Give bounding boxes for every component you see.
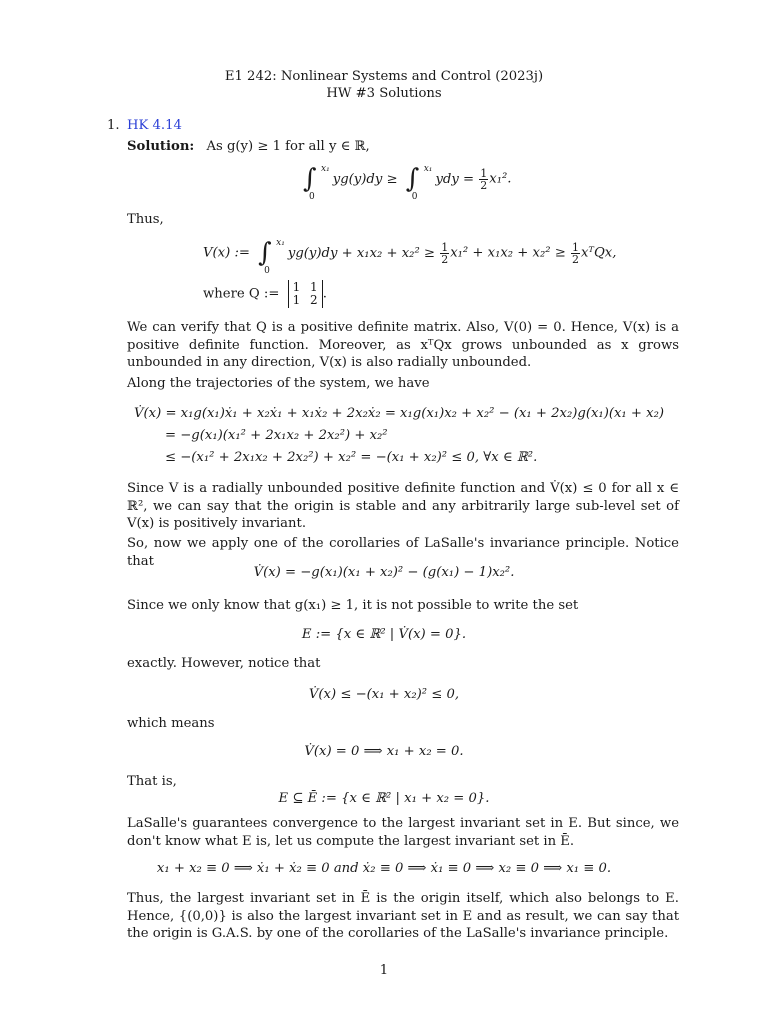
document-title: E1 242: Nonlinear Systems and Control (2023j) (224, 69, 544, 84)
paragraph-which-means: which means (127, 716, 215, 731)
paragraph-trajectories: Along the trajectories of the system, we have (127, 376, 430, 391)
equation-chain-implications: x₁ + x₂ ≡ 0 ⟹ ẋ₁ + ẋ₂ ≡ 0 and ẋ₂ ≡ 0 ⟹ ẋ₁ ≡ 0 ⟹ x₂ ≡ 0 ⟹ x₁ ≡ 0. (156, 861, 612, 876)
equation-set-e: E := {x ∈ ℝ² | V̇(x) = 0}. (301, 627, 467, 642)
text-thus: Thus, (127, 212, 164, 227)
equation-vdot-bound: V̇(x) ≤ −(x₁ + x₂)² ≤ 0, (308, 687, 460, 702)
problem-number: 1. (107, 118, 120, 133)
paragraph-lasalle: So, now we apply one of the corollaries of LaSalle's invariance principle. Notice that (127, 536, 679, 569)
equation-vdot-expanded: V̇(x) = −g(x₁)(x₁ + x₂)² − (g(x₁) − 1)x₂². (253, 565, 515, 580)
paragraph-positive-definite: We can verify that Q is a positive definite matrix. Also, V(0) = 0. Hence, V(x) is a positive definite function. Moreover, as xᵀQx grows unbounded as x grows unbounded in any direction, V(x) is also radially unbounded. (127, 320, 679, 370)
paragraph-set-e: Since we only know that g(x₁) ≥ 1, it is not possible to write the set (127, 598, 579, 613)
solution-label: Solution: (127, 139, 195, 154)
paragraph-stability: Since V is a radially unbounded positive definite function and V̇(x) ≤ 0 for all x ∈ ℝ², we can say that the origin is stable and any arbitrarily large sub-level set of V(x) is positively invariant. (127, 481, 679, 531)
equation-subset-ebar: E ⊆ Ē := {x ∈ ℝ² | x₁ + x₂ = 0}. (278, 791, 490, 806)
paragraph-largest-invariant: LaSalle's guarantees convergence to the largest invariant set in E. But since, we don't know what E is, let us compute the largest invariant set in Ē. (127, 816, 679, 849)
document-subtitle: HW #3 Solutions (326, 86, 442, 101)
equation-integral-bound: ∫ x₁ 0 yg(y)dy ≥ ∫ x₁ 0 ydy = $\frac{1}{2}$ x₁². (303, 164, 512, 202)
equation-vdot-line-1: V̇(x) = x₁g(x₁)ẋ₁ + x₂ẋ₁ + x₁ẋ₂ + 2x₂ẋ₂ = x₁g(x₁)x₂ + x₂² − (x₁ + 2x₂)g(x₁)(x₁ + x₂) (134, 406, 665, 421)
paragraph-conclusion: Thus, the largest invariant set in Ē is the origin itself, which also belongs to E. Hence, {(0,0)} is also the largest invariant set in E and as result, we can say that the origin is G.A.S. by one of the corollaries of the LaSalle's invariance principle. (127, 891, 679, 941)
page-number: 1 (379, 963, 389, 978)
paragraph-that-is: That is, (127, 774, 177, 789)
equation-implication: V̇(x) = 0 ⟹ x₁ + x₂ = 0. (304, 744, 464, 759)
equation-vdot-line-3: ≤ −(x₁² + 2x₁x₂ + 2x₂²) + x₂² = −(x₁ + x₂)² ≤ 0, ∀x ∈ ℝ². (165, 450, 538, 465)
solution-intro: As g(y) ≥ 1 for all y ∈ ℝ, (206, 139, 370, 154)
problem-reference-link[interactable]: HK 4.14 (127, 118, 182, 133)
paragraph-exactly: exactly. However, notice that (127, 656, 321, 671)
equation-vdot-line-2: = −g(x₁)(x₁² + 2x₁x₂ + 2x₂²) + x₂² (165, 428, 388, 443)
equation-lyapunov-definition: V(x) := ∫ x₁ 0 yg(y)dy + x₁x₂ + x₂² ≥ $\frac{1}{2}$ x₁² + x₁x₂ + x₂² ≥ $\frac{1}{2}$ xᵀQx, (203, 238, 617, 276)
equation-matrix-q: where Q := 1 1 1 2 . (203, 280, 327, 307)
